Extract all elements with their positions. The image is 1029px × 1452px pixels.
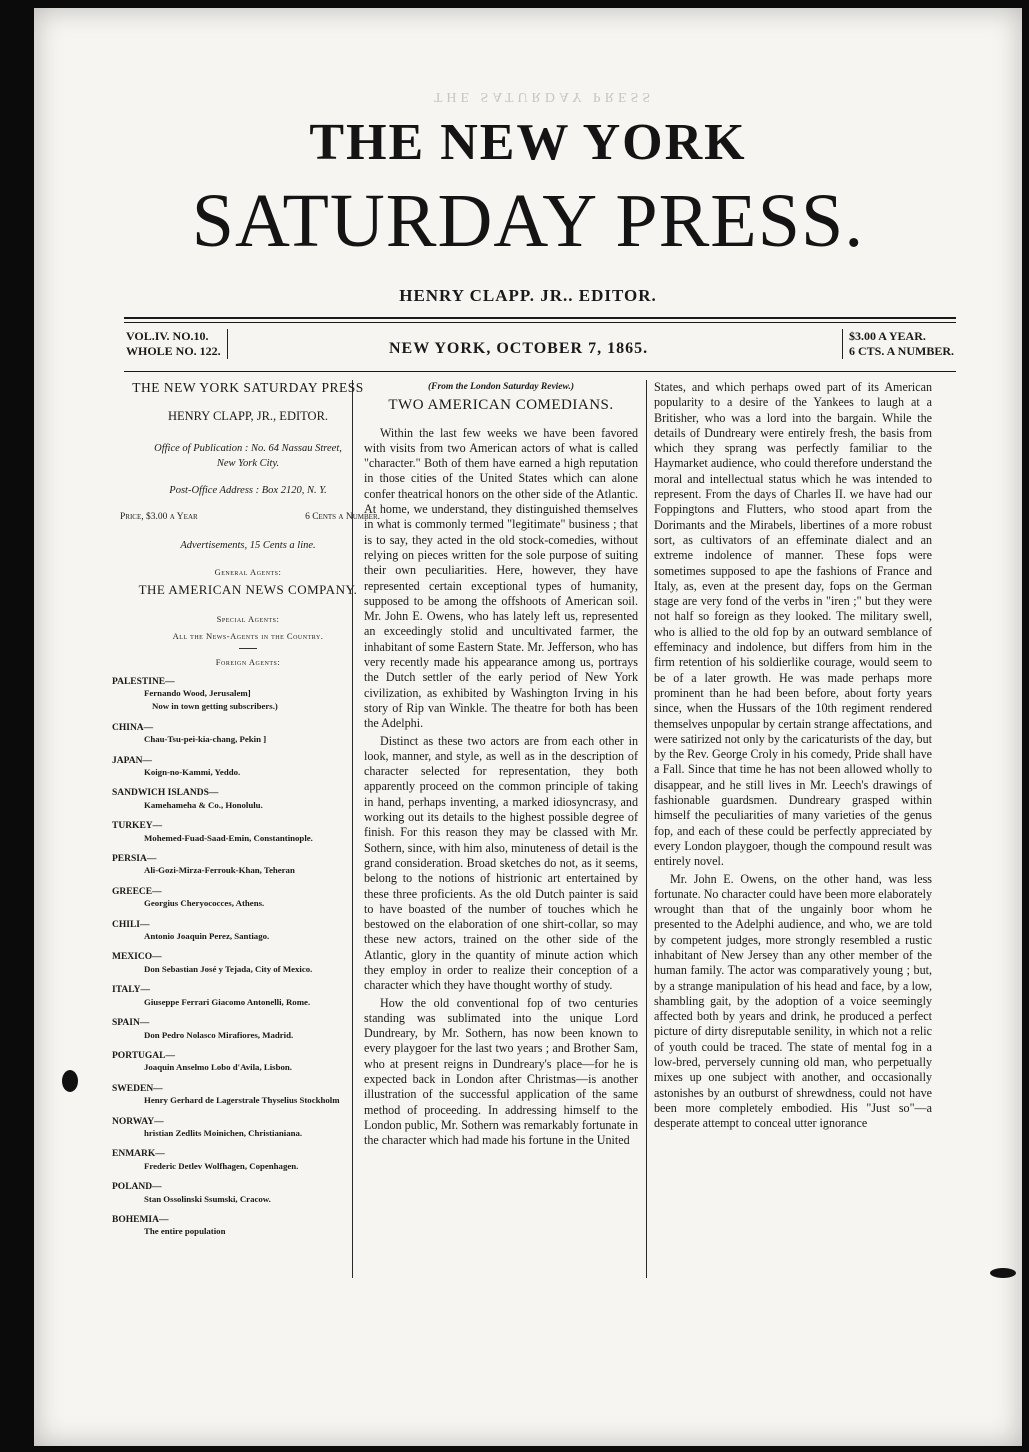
agent-country: SPAIN— bbox=[112, 1018, 150, 1029]
agent-name: Koign-no-Kammi, Yeddo. bbox=[144, 767, 241, 777]
agent-name: Don Sebastian José y Tejada, City of Mexico. bbox=[144, 963, 313, 974]
agent-name: hristian Zedlits Moinichen, Christianiana. bbox=[144, 1127, 303, 1138]
agent-name: Frederic Detlev Wolfhagen, Copenhagen. bbox=[144, 1160, 299, 1171]
article-paragraph: Distinct as these two actors are from each other in look, manner, and style, as well as in the description of character selected for representation, they both apparently proceed on the common principle of taking in hand, perhaps inventing, a marked idiosyncrasy, and working out its details to the highest possible degree of finish. For this reason they may be classed with Mr. Sothern, since, with him also, minuteness of detail is the grand consideration. Broad sketches do not, as it seems, belong to the notions of histrionic art entertained by these three proficients. As the old Dutch painter is said to have boasted of the number of touches which he bestowed on the elaboration of one shirt-collar, so may these new actors, trained on the other side of the Atlantic, glory in the quantity of minute action which they employ in order to realize their conception of a character which they have thought worthy of study. bbox=[364, 733, 638, 993]
post-office-address: Post-Office Address : Box 2120, N. Y. bbox=[169, 485, 327, 497]
agent-country: PALESTINE— bbox=[112, 676, 175, 687]
special-agents-label: Special Agents: bbox=[216, 613, 280, 624]
dateline-rule bbox=[124, 371, 956, 372]
agent-name: Don Pedro Nolasco Mirafiores, Madrid. bbox=[144, 1029, 294, 1040]
dateline bbox=[124, 326, 956, 370]
agent-name: Ali-Gozi-Mirza-Ferrouk-Khan, Teheran bbox=[144, 865, 295, 876]
advertisement-rate: Advertisements, 15 Cents a line. bbox=[180, 539, 316, 551]
agent-name: Antonio Joaquin Perez, Santiago. bbox=[144, 931, 270, 942]
general-agents-label: General Agents: bbox=[214, 567, 282, 578]
agent-name: The entire population bbox=[144, 1226, 226, 1237]
agent-country: GREECE— bbox=[112, 886, 162, 897]
agent-name: Georgius Cheryococces, Athens. bbox=[144, 898, 265, 909]
article-paragraph: Within the last few weeks we have been favored with visits from two American actors of what is called "character." Both of them have earned a high reputation in those cities of the United States which can alone confer theatrical honors on the other side of the Atlantic. At home, we understand, they distinguished themselves in what is commonly termed "legitimate" business ; that is to say, they acted in the old stock-comedies, without relying on pieces written for the sole purpose of suiting their own peculiarities. Here, however, they have represented certain exceptional types of humanity, supposed to be among the offshoots of American soil. Mr. John E. Owens, who has lately left us, represented an exceedingly stolid and uncultivated farmer, the inhabitant of some Eastern State. Mr. Jefferson, who has very recently made his appearance among us, portrays the Dutch settler of the early period of New York civilization, as exhibited by Washington Irving in his story of Rip van Winkle. The theatre for both has been the Adelphi. bbox=[364, 425, 638, 731]
agent-name: Henry Gerhard de Lagerstrale Thyselius Stockholm bbox=[144, 1095, 340, 1106]
ink-blot bbox=[990, 1268, 1016, 1278]
place-date: NEW YORK, OCTOBER 7, 1865. bbox=[389, 340, 649, 357]
article-title: TWO AMERICAN COMEDIANS. bbox=[388, 397, 614, 414]
masthead-line-2: SATURDAY PRESS. bbox=[191, 179, 865, 263]
agent-name: Chau-Tsu-pei-kia-chang, Pekin ] bbox=[144, 734, 267, 745]
agent-country: CHILI— bbox=[112, 919, 150, 930]
masthead-line-1: THE NEW YORK bbox=[309, 114, 747, 171]
agent-country: MEXICO— bbox=[112, 952, 162, 963]
agent-country: SWEDEN— bbox=[112, 1083, 163, 1094]
agent-name: Mohemed-Fuad-Saad-Emin, Constantinople. bbox=[144, 832, 313, 843]
divider bbox=[239, 648, 257, 649]
column-separator bbox=[646, 380, 647, 1278]
agent-country: NORWAY— bbox=[112, 1116, 164, 1127]
masthead-editor: HENRY CLAPP. JR.. EDITOR. bbox=[399, 286, 657, 305]
price-per-year: Price, $3.00 a Year bbox=[120, 512, 198, 523]
agent-name: Stan Ossolinski Ssumski, Cracow. bbox=[144, 1193, 271, 1204]
agent-country: POLAND— bbox=[112, 1182, 162, 1193]
special-agents: All the News-Agents in the Country. bbox=[172, 630, 324, 641]
volume-info bbox=[126, 329, 228, 359]
masthead-rule-top bbox=[124, 317, 956, 319]
article-source: (From the London Saturday Review.) bbox=[427, 382, 575, 392]
article-continuation-column bbox=[654, 380, 932, 1132]
bleed-through-text: THE SATURDAY PRESS bbox=[433, 89, 655, 104]
office-address bbox=[112, 441, 384, 472]
masthead-rule-top-thin bbox=[124, 322, 956, 323]
article-paragraph: Mr. John E. Owens, on the other hand, was less fortunate. No character could have been more elaborately wrought than that of the ungainly boor whom he presented to the Adelphi audience, and who, we are told by competent judges, more strongly resembled a rustic inhabitant of New Jersey than any other member of the human family. The actor was comparatively young ; but, by a strange manipulation of his head and face, by a low, shambling gait, by the adoption of a voice seemingly affected both by years and drink, he produced a perfect picture of dirty disreputable senility, in which not a relic of youth could be traced. The state of mental fog in a low-bred, perversely cunning old man, who perpetually mixes up one subject with another, and occasionally astonishes by an outburst of shrewdness, could not have been more completely embodied. His "Just so"—a desperate attempt to conceal utter ignorance bbox=[654, 871, 933, 1131]
office-line-2: New York City. bbox=[216, 457, 280, 469]
price-per-number: 6 Cents a Number. bbox=[305, 512, 380, 523]
agent-name: Fernando Wood, Jerusalem] bbox=[144, 687, 251, 698]
article-paragraph: States, and which perhaps owed part of its American popularity to a desire of the Yankees to laugh at a Britisher, who was a lord into the bargain. While the details of Dundreary were entirely fresh, the basis from which they sprang was perfectly familiar to the Haymarket audience, who could therefore understand the moral and intellectual status which he was intended to represent. From the days of Charles II. we have had our Foppingtons and Flutters, who stood apart from the Dorimants and the Mirabels, libertines of a more robust sort, as cultivators of an effeminate dialect and an extreme indolence of manner. These fops were sometimes supposed to ape the fashions of France and Italy, as, even at the present day, fops on the German stage are very fond of the verbs in "iren ;" but they were not half so foreign as they looked. The military swell, who is allied to the old fop by an outward semblance of effeminacy and indolence, but differs from him in the firm retention of his soldierlike courage, would seem to be of a later growth. He was made perhaps more prominent than he had been before, about forty years since, when the Hussars of the 10th regiment rendered themselves unpopular by certain strange affectations, and were satirized not only by the caricaturists of the day, but by the Rev. George Croly in his comedy, Pride shall have a Fall. Since that time he has not been allowed wholly to disappear, and he still lives in Mr. Leech's drawings of fashionable guardsmen. Dundreary grasped within himself the peculiarities of many varieties of the genus fop, and each of these could be perfectly appreciated by every London playgoer, though the compound result was entirely novel. bbox=[654, 380, 932, 869]
article-column bbox=[364, 380, 638, 1149]
publication-info-column bbox=[112, 380, 384, 1248]
foreign-agents-list bbox=[112, 677, 384, 1238]
office-line-1: Office of Publication : No. 64 Nassau Street, bbox=[154, 442, 342, 454]
price-info bbox=[842, 329, 954, 359]
agent-country: PORTUGAL— bbox=[112, 1050, 176, 1061]
price-year: $3.00 A YEAR. bbox=[848, 329, 926, 343]
foreign-agents-label: Foreign Agents: bbox=[215, 657, 281, 668]
agent-country: JAPAN— bbox=[112, 755, 152, 766]
agent-country: TURKEY— bbox=[112, 821, 163, 832]
article-paragraph: How the old conventional fop of two centuries standing was sublimated into the unique Lord Dundreary, by Mr. Sothern, has now been known to every playgoer for the last two years ; and Brother Sam, who at present reigns in Dundreary's place—for he is expected back in London after Christmas—is another illustration of the successful application of the same method of proceeding. In addressing himself to the London public, Mr. Sothern was remarkably fortunate in the character which had made his fortune in the United bbox=[364, 995, 638, 1148]
volume-number: VOL.IV. NO.10. bbox=[126, 329, 209, 343]
agent-name: Kamehameha & Co., Honolulu. bbox=[144, 799, 263, 810]
agent-name: Giuseppe Ferrari Giacomo Antonelli, Rome. bbox=[144, 996, 311, 1007]
agent-country: SANDWICH ISLANDS— bbox=[112, 788, 219, 799]
agent-country: ENMARK— bbox=[112, 1149, 165, 1160]
general-agents: THE AMERICAN NEWS COMPANY. bbox=[138, 582, 358, 598]
newspaper-page bbox=[34, 8, 1022, 1446]
agent-name: Joaquin Anselmo Lobo d'Avila, Lisbon. bbox=[144, 1062, 292, 1073]
agent-country: ITALY— bbox=[112, 985, 151, 996]
ink-blot bbox=[62, 1070, 78, 1092]
agent-country: CHINA— bbox=[112, 722, 154, 733]
column-title: THE NEW YORK SATURDAY PRESS bbox=[132, 380, 364, 395]
agent-country: BOHEMIA— bbox=[112, 1214, 169, 1225]
agent-note: Now in town getting subscribers.) bbox=[152, 701, 278, 712]
price-row bbox=[120, 510, 380, 525]
price-number: 6 CTS. A NUMBER. bbox=[848, 344, 954, 358]
whole-number: WHOLE NO. 122. bbox=[126, 344, 221, 358]
column-editor: HENRY CLAPP, JR., EDITOR. bbox=[167, 409, 329, 424]
agent-country: PERSIA— bbox=[112, 854, 157, 865]
